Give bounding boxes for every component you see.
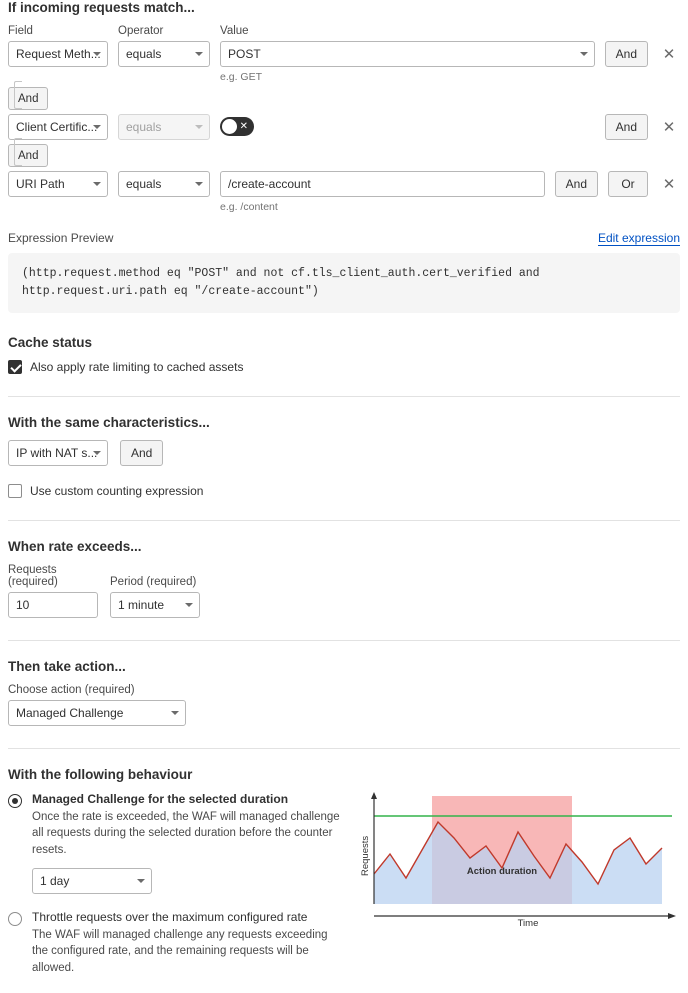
- chart-x-label: Time: [517, 917, 539, 927]
- characteristics-row: [8, 440, 680, 466]
- connector-bracket: [14, 81, 22, 109]
- chevron-down-icon: [195, 125, 203, 129]
- divider-3: [8, 640, 680, 641]
- divider-2: [8, 520, 680, 521]
- x-axis-arrow: [668, 913, 676, 919]
- action-title: Then take action...: [8, 658, 126, 674]
- behaviour-option-2[interactable]: [8, 910, 346, 977]
- operator-select-2-value: equals: [126, 120, 162, 134]
- field-select-1-value: Request Meth...: [16, 47, 101, 61]
- requests-area: [374, 822, 662, 904]
- action-select-value: Managed Challenge: [16, 705, 124, 720]
- rate-title: When rate exceeds...: [8, 538, 142, 554]
- chevron-down-icon: [93, 52, 101, 56]
- remove-condition-1[interactable]: ✕: [658, 41, 680, 67]
- value-input-3[interactable]: [220, 171, 545, 197]
- behaviour-option-1[interactable]: [8, 792, 346, 894]
- connector-and-button-1[interactable]: And: [8, 87, 48, 110]
- behaviour-option-2-title: Throttle requests over the maximum configured rate: [32, 909, 308, 924]
- field-select-2[interactable]: [8, 114, 108, 140]
- connector-1: [8, 87, 680, 110]
- operator-select-2: [118, 114, 210, 140]
- and-button-3[interactable]: And: [555, 171, 598, 197]
- requests-input[interactable]: [8, 592, 98, 618]
- match-row-1: [8, 41, 680, 83]
- toggle-off-icon: ✕: [239, 120, 248, 132]
- toggle-knob: [222, 119, 237, 134]
- expression-preview-text: (http.request.method eq "POST" and not cf.tls_client_auth.cert_verified and http.request.uri.path eq "/create-account"): [8, 253, 680, 313]
- behaviour-radio-2[interactable]: [8, 912, 22, 926]
- behaviour-chart: [360, 792, 680, 993]
- value-select-1[interactable]: [220, 41, 595, 67]
- cache-status-title: Cache status: [8, 334, 93, 350]
- field-select-2-value: Client Certific...: [16, 120, 98, 134]
- chevron-down-icon: [93, 182, 101, 186]
- connector-bracket: [14, 138, 22, 166]
- chevron-down-icon: [137, 879, 145, 883]
- edit-expression-link[interactable]: Edit expression: [597, 231, 680, 245]
- custom-counting-checkbox[interactable]: [8, 484, 22, 498]
- characteristics-select-value: IP with NAT s...: [16, 445, 98, 460]
- action-duration-label: Action duration: [466, 865, 538, 877]
- custom-counting-label: Use custom counting expression: [30, 483, 204, 498]
- remove-condition-3[interactable]: ✕: [658, 171, 680, 197]
- match-row-3: [8, 171, 680, 213]
- period-select[interactable]: [110, 592, 200, 618]
- expression-header: [8, 231, 680, 246]
- rate-row: [8, 564, 680, 618]
- rate-limit-diagram: [360, 792, 680, 927]
- cert-verified-toggle[interactable]: [220, 117, 254, 136]
- and-button-2[interactable]: And: [605, 114, 648, 140]
- label-field: Field: [8, 25, 33, 37]
- label-value: Value: [220, 25, 249, 37]
- cache-checkbox[interactable]: [8, 360, 22, 374]
- or-button-3[interactable]: Or: [608, 171, 648, 197]
- match-row-2: [8, 114, 680, 140]
- divider-4: [8, 748, 680, 749]
- characteristics-and-button[interactable]: And: [120, 440, 163, 466]
- cache-checkbox-label: Also apply rate limiting to cached assets: [30, 359, 244, 374]
- value-select-1-value: POST: [228, 47, 261, 61]
- field-select-3[interactable]: [8, 171, 108, 197]
- behaviour-option-2-desc: The WAF will managed challenge any requests exceeding the configured rate, and the remaining requests will be allowed.: [32, 928, 328, 974]
- behaviour-radio-1[interactable]: [8, 794, 22, 808]
- connector-and-button-2[interactable]: And: [8, 144, 48, 167]
- and-button-1[interactable]: And: [605, 41, 648, 67]
- chevron-down-icon: [93, 125, 101, 129]
- match-column-headers: [8, 25, 680, 41]
- cache-checkbox-row[interactable]: [8, 360, 680, 374]
- custom-counting-row[interactable]: [8, 484, 680, 498]
- behaviour-title: With the following behaviour: [8, 766, 193, 782]
- duration-select-value: 1 day: [40, 873, 70, 888]
- chevron-down-icon: [580, 52, 588, 56]
- operator-select-3[interactable]: [118, 171, 210, 197]
- connector-2: [8, 144, 680, 167]
- behaviour-option-1-desc: Once the rate is exceeded, the WAF will managed challenge all requests during the selected duration before the counter resets.: [32, 810, 340, 856]
- expression-preview-label: Expression Preview: [8, 231, 114, 245]
- chevron-down-icon: [195, 52, 203, 56]
- field-select-1[interactable]: [8, 41, 108, 67]
- chevron-down-icon: [93, 451, 101, 455]
- characteristics-title: With the same characteristics...: [8, 414, 210, 430]
- duration-select[interactable]: [32, 868, 152, 894]
- action-select[interactable]: [8, 700, 186, 726]
- operator-select-1[interactable]: [118, 41, 210, 67]
- period-label: Period (required): [110, 575, 197, 588]
- characteristics-select[interactable]: [8, 440, 108, 466]
- label-operator: Operator: [118, 25, 164, 37]
- remove-condition-2[interactable]: ✕: [658, 114, 680, 140]
- match-section-title: If incoming requests match...: [8, 0, 195, 15]
- operator-select-1-value: equals: [126, 47, 162, 61]
- choose-action-label: Choose action (required): [8, 683, 135, 696]
- y-axis-arrow: [371, 792, 377, 799]
- field-select-3-value: URI Path: [16, 177, 65, 191]
- chevron-down-icon: [195, 182, 203, 186]
- period-select-value: 1 minute: [118, 597, 165, 612]
- operator-select-3-value: equals: [126, 177, 162, 191]
- behaviour-option-1-title: Managed Challenge for the selected duration: [32, 791, 289, 806]
- value-hint-3: e.g. /content: [220, 201, 278, 213]
- chart-y-label: Requests: [360, 835, 371, 876]
- value-hint-1: e.g. GET: [220, 71, 263, 83]
- divider-1: [8, 396, 680, 397]
- chevron-down-icon: [171, 711, 179, 715]
- requests-label: Requests (required): [8, 563, 58, 588]
- chevron-down-icon: [185, 603, 193, 607]
